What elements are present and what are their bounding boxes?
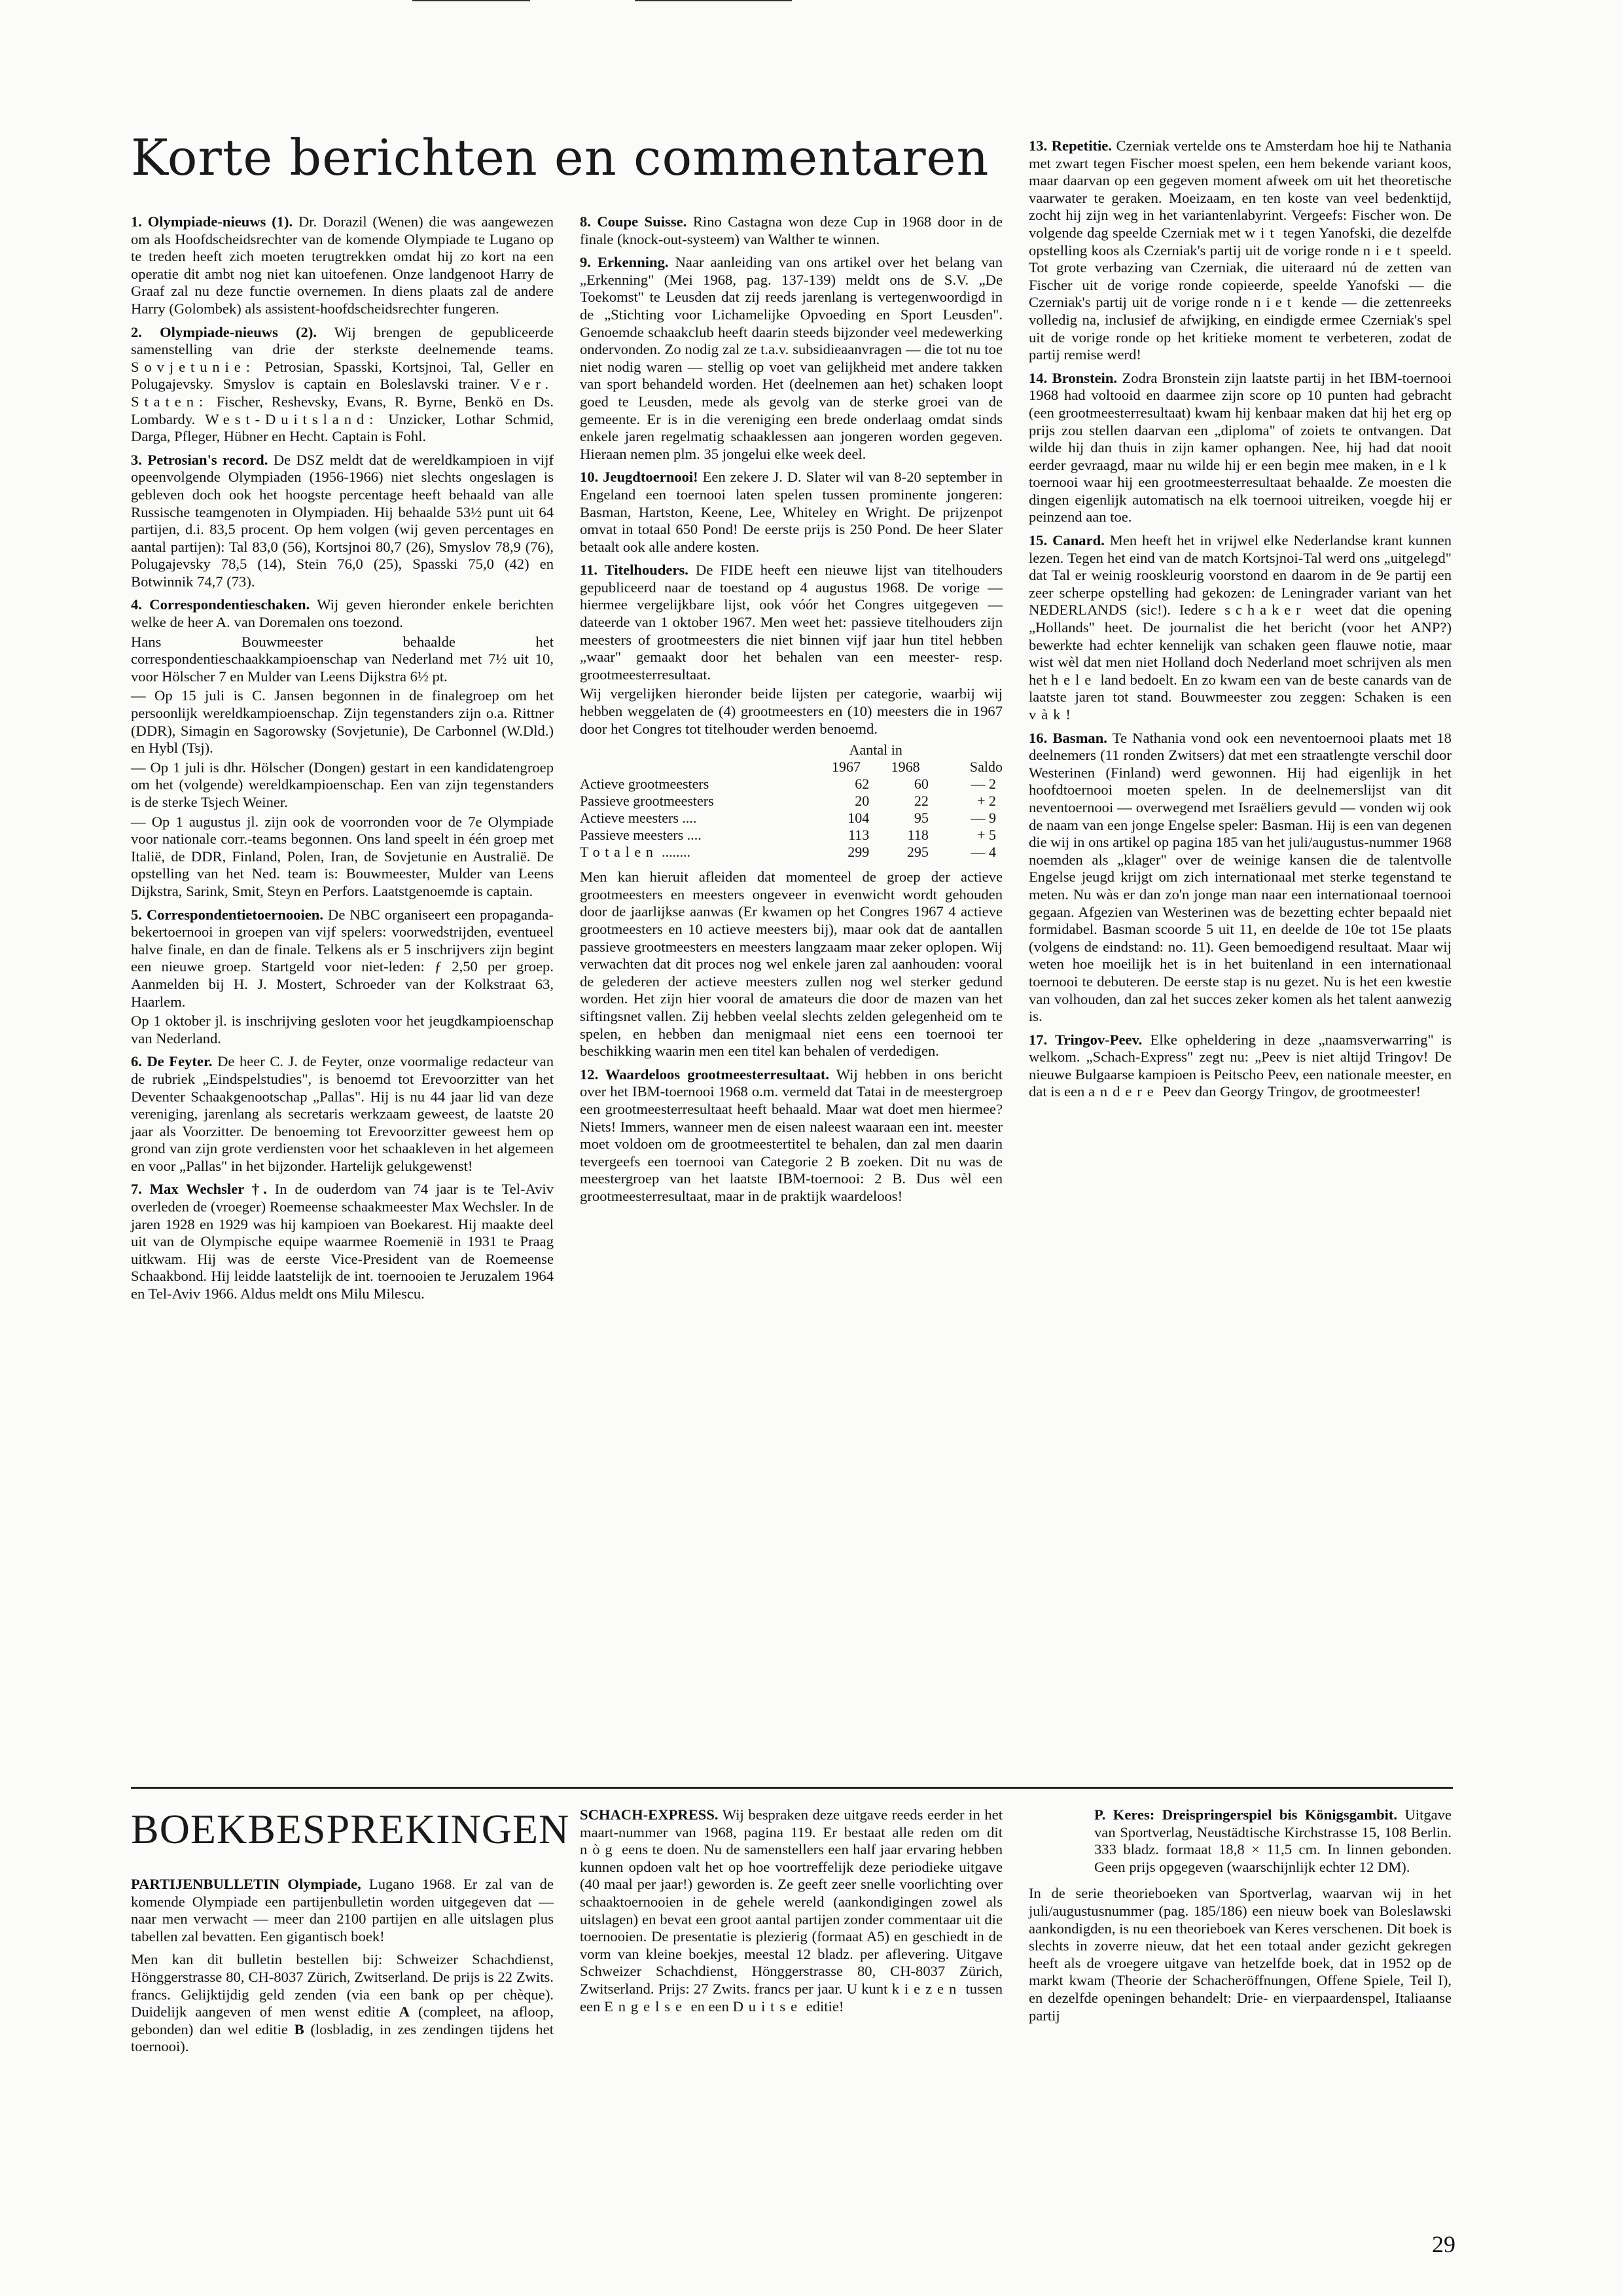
item-1 xyxy=(131,213,554,318)
item-13: 13. Repetitie. Czerniak vertelde ons te Amsterdam hoe hij te Nathania met zwart tegen Fischer moest spelen, een hem bekende variant koos, maar daarvan op een gegeven moment afweek om uit het theoretische vaarwater te geraken. Moeizaam, en ten koste van veel bedenktijd, zocht hij zijn weg in het variantenlabyrint. Vergeefs: Fischer won. De volgende dag speelde Czerniak met wit tegen Yanofski, die dezelfde opstelling koos als Czerniak's partij uit de vorige ronde niet speeld. Tot grote verbazing van Czerniak, die uiteraard nú de zetten van Fischer uit de vorige ronde copieerde, speelde Yanofski — die Czerniak's partij uit de vorige ronde niet kende — die zettenreeks volledig na, inclusief de afwijking, en eindigde ermee Czerniak's spel uit de vorige ronde op het kritieke moment te verbeteren, zodat de partij remise werd! xyxy=(1029,137,1452,363)
page-heading: Korte berichten en commentaren xyxy=(131,128,990,187)
item-1-title: 1. Olympiade-nieuws (1). xyxy=(131,213,293,230)
review-3-p2: In de serie theorieboeken van Sportverlag, waarvan wij in het juli/augustusnummer (pag. 185/186) een nieuw boek van Boleslawski aankondigden, is nu een theorieboek van Keres verschenen. Dit boek is slechts in zoverre nieuw, dat het een totaal ander gezicht gekregen heeft als de vroegere uitgave van hetzelfde boek, dat in 1952 op de markt kwam (Theorie der Schacheröffnungen, Offene Spiele, Teil I), en dezelfde openingen behandelt: Drie- en vierpaardenspel, Italiaanse partij xyxy=(1029,1885,1452,2024)
table-cell-label: Actieve meesters .... xyxy=(580,810,697,827)
table-cell-1967: 104 xyxy=(847,810,870,827)
table-cell-label: Totalen ........ xyxy=(580,844,691,861)
item-11-title: 11. Titelhouders. xyxy=(580,562,688,579)
table-cell-saldo: + 2 xyxy=(977,793,996,810)
table-cell-1967: 62 xyxy=(855,776,870,793)
review-1-title: PARTIJENBULLETIN Olympiade, xyxy=(131,1876,361,1892)
item-1-body: Dr. Dorazil (Wenen) die was aangewezen om als Hoofdscheidsrechter van de komende Olympiade te Lugano op te treden heeft zich moeten terugtrekken omdat hij zo kort na een operatie dit ambt nog niet kan uitoefenen. Onze landgenoot Harry de Graaf zal nu deze functie overnemen. In diens plaats zal de andere Harry (Golombek) als assistent-hoofdscheidsrechter fungeren. xyxy=(131,213,554,317)
item-6-title: 6. De Feyter. xyxy=(131,1053,213,1070)
books-column-3 xyxy=(1029,1806,1452,2030)
item-11-p3: Men kan hieruit afleiden dat momenteel de groep der actieve grootmeesters en meesters ongeveer in evenwicht wordt gehouden door de jaarlijkse aanwas (Er kwamen op het Congres 1967 4 actieve grootmeesters en 10 actieve meesters bij), maar ook dat de aantallen passieve grootmeesters en meesters langzaam maar zeker oplopen. Wij verwachten dat dit proces nog wel enkele jaren zal aanhouden: vooral de gelederen der actieve meesters zullen nog wel sterker gedund worden. Het zijn hier vooral de amateurs die door de mazen van het siftingsnet vallen. Zij hebben veelal slechts zelden gelegenheid om te spelen, en hebben dan menigmaal niet eens een toernooi ter beschikking waarin men een titel kan behalen of verdedigen. xyxy=(580,869,1003,1060)
table-col-year2: 1968 xyxy=(891,759,920,776)
table-row xyxy=(580,844,1003,861)
table-col-saldo: Saldo xyxy=(969,759,1003,776)
review-1: PARTIJENBULLETIN Olympiade, Lugano 1968. Er zal van de komende Olympiade een partijenbulletin worden uitgegeven dat — naar men verwacht — meer dan 2100 partijen en alle uitslagen plus tabellen zal bevatten. Een gigantisch boek! xyxy=(131,1876,554,1945)
column-2 xyxy=(580,213,1003,1211)
column-1 xyxy=(131,213,554,1309)
table-cell-1968: 22 xyxy=(914,793,929,810)
table-cell-1968: 118 xyxy=(907,827,929,844)
column-3 xyxy=(1029,137,1452,1107)
item-5-p2: Op 1 oktober jl. is inschrijving gesloten voor het jeugdkampioenschap van Nederland. xyxy=(131,1013,554,1047)
table-cell-1967: 113 xyxy=(848,827,870,844)
item-16-title: 16. Basman. xyxy=(1029,729,1107,746)
table-row xyxy=(580,810,1003,827)
item-11: 11. Titelhouders. De FIDE heeft een nieuwe lijst van titelhouders gepubliceerd naar de toestand op 4 augustus 1968. De vorige — hiermee vergelijkbare lijst, ook vóór het Congres uitgegeven — dateerde van 1 oktober 1967. Men weet het: passieve titelhouders zijn meesters of grootmeesters die niet binnen vijf jaar hun titel hebben „waar" gemaakt door het behalen van een meester- resp. grootmeesterresultaat. xyxy=(580,562,1003,683)
table-group-header: Aantal in xyxy=(849,742,902,759)
table-cell-label: Passieve meesters .... xyxy=(580,827,702,844)
item-2-title: 2. Olympiade-nieuws (2). xyxy=(131,323,317,340)
item-6: 6. De Feyter. De heer C. J. de Feyter, onze voormalige redacteur van de rubriek „Eindspelstudies", is benoemd tot Erevoorzitter van het Deventer Schaakgenootschap „Pallas". Hij is nu 44 jaar lid van deze vereniging, jarenlang als secretaris werkzaam geweest, de laatste 20 jaar als Voorzitter. De benoeming tot Erevoorzitter geweest hem op grond van zijn grote verdiensten voor het schaakleven in het algemeen en voor „Pallas" in het bijzonder. Hartelijk gelukgewenst! xyxy=(131,1053,554,1174)
item-9: 9. Erkenning. Naar aanleiding van ons artikel over het belang van „Erkenning" (Mei 1968, pag. 137-139) meldt ons de S.V. „De Toekomst" te Leusden dat zij reeds jarenlang is vertegenwoordigd in de „Stichting voor Lichamelijke Opvoeding en Sport Leusden". Genoemde schaakclub heeft daarin steeds bijzonder veel medewerking ondervonden. Zo nodig zal ze t.a.v. subsidieaanvragen — die tot nu toe niet nodig waren — stellig op voet van gelijkheid met andere takken van sport behandeld worden. Het (deelnemen aan het) schaken loopt goed te Leusden, mede als gevolg van de sterke groei van de gemeente. Er is in die vereniging een brede onderlaag omdat sinds enkele jaren regelmatig schaaklessen aan jongeren worden gegeven. Hieraan nemen plm. 35 jongelui elke week deel. xyxy=(580,254,1003,462)
table-cell-saldo: — 4 xyxy=(971,844,996,861)
item-8-title: 8. Coupe Suisse. xyxy=(580,213,687,230)
item-5: 5. Correspondentietoernooien. De NBC organiseert een propaganda-bekertoernooi in groepen van vijf spelers: voorwedstrijden, eventueel halve finale, en dan de finale. Telkens als er 5 inschrijvers zijn begint een nieuwe groep. Startgeld voor niet-leden: ƒ 2,50 per groep. Aanmelden bij H. J. Mostert, Schroeder van der Kolkstraat 63, Haarlem. xyxy=(131,906,554,1010)
table-cell-1967: 299 xyxy=(847,844,870,861)
item-3-title: 3. Petrosian's record. xyxy=(131,451,268,468)
table-cell-1967: 20 xyxy=(855,793,870,810)
review-2-title: SCHACH-EXPRESS. xyxy=(580,1806,719,1823)
books-column-2 xyxy=(580,1806,1003,2021)
table-cell-label: Passieve grootmeesters xyxy=(580,793,714,810)
titleholders-table xyxy=(580,742,1003,861)
item-7: 7. Max Wechsler †. In de ouderdom van 74 jaar is te Tel-Aviv overleden de (vroeger) Roemeense schaakmeester Max Wechsler. In de jaren 1928 en 1929 was hij kampioen van Boekarest. Hij maakte deel uit van de Olympische equipe waarmee Roemenië in 1931 te Praag uitkwam. Hij was de eerste Vice-President van de Roemeense Schaakbond. Hij leidde laatstelijk de int. toernooien te Jeruzalem 1964 en Tel-Aviv 1966. Aldus meldt ons Milu Milescu. xyxy=(131,1181,554,1302)
item-17-title: 17. Tringov-Peev. xyxy=(1029,1031,1143,1048)
item-9-title: 9. Erkenning. xyxy=(580,254,669,271)
item-10-title: 10. Jeugdtoernooi! xyxy=(580,469,698,486)
table-cell-1968: 60 xyxy=(914,776,929,793)
books-heading: BOEKBESPREKINGEN xyxy=(131,1806,570,1852)
item-14: 14. Bronstein. Zodra Bronstein zijn laatste partij in het IBM-toernooi 1968 had voltooid en daarmee zijn score op 10 punten had gebracht (een grootmeesterresultaat) kwam hij kenbaar maken dat hij het erg op prijs zou stellen daarvan een „diploma" of zoiets te ontvangen. Dat wilde hij dan thuis in zijn kamer ophangen. Nee, hij had dat nooit eerder gevraagd, maar nu wilde hij er een begin mee maken, in elk toernooi waar hij een grootmeesterresultaat behaalde. Ze moesten die dingen eigenlijk automatisch na elk toernooi uitreiken, voegde hij er peinzend aan toe. xyxy=(1029,369,1452,526)
item-16: 16. Basman. Te Nathania vond ook een neventoernooi plaats met 18 deelnemers (11 ronden Zwitsers) dat met een straatlengte verschil door Westerinen (Finland) werd gewonnen. Hij had eigenlijk in het hoofdtoernooi moeten spelen. In de deelnemerslijst van dit neventoernooi — overwegend met Israëliers gevuld — vonden wij ook de naam van een jonge Engelse speler: Basman. Hij is een van degenen die wij in ons artikel op pagina 185 van het juli/augustus-nummer 1968 noemden als „klager" over de weinige kansen die de talentvolle Engelse jeugd krijgt om zich internationaal met sterke tegenstand te meten. Nu wàs er dan zo'n jonge man naar een internationaal toernooi gegaan. Afgezien van Westerinen was de bezetting echter bepaald niet formidabel. Basman scoorde 5 uit 11, en deelde de 10e tot 15e plaats (volgens de eindstand: no. 11). Geen bemoedigend resultaat. Maar wij weten hoe moeilijk het is in het buitenland in een internationaal toernooi te debuteren. De eerste stap is nu gezet. Nu is het een kwestie van volhouden, dan zal het succes zeker komen als het talent aanwezig is. xyxy=(1029,729,1452,1025)
item-10: 10. Jeugdtoernooi! Een zekere J. D. Slater wil van 8-20 september in Engeland een toernooi laten spelen tussen prominente jongeren: Basman, Hartston, Keene, Lee, Whiteley en Wright. De prijzenpot omvat in totaal 650 Pond! De eerste prijs is 250 Pond. De heer Slater betaalt ook alle andere kosten. xyxy=(580,469,1003,555)
item-4-p2: Hans Bouwmeester behaalde het correspondentieschaakkampioenschap van Nederland met 7½ uit 10, voor Hölscher 7 en Mulder van Leens Dijkstra 6½ pt. xyxy=(131,633,554,685)
table-group-header-row xyxy=(580,742,1003,759)
item-5-title: 5. Correspondentietoernooien. xyxy=(131,906,323,923)
table-header-row xyxy=(580,759,1003,776)
table-col-year1: 1967 xyxy=(832,759,861,776)
table-cell-1968: 95 xyxy=(914,810,929,827)
item-12: 12. Waardeloos grootmeesterresultaat. Wij hebben in ons bericht over het IBM-toernooi 1968 o.m. vermeld dat Tatai in de meestergroep een grootmeesterresultaat heeft behaald. Maar wat doet men hiermee? Niets! Immers, wanneer men de eisen naleest waaraan een int. meester moet voldoen om de grootmeestertitel te behalen, dan zal men daarin tevergeefs een toernooi van Categorie 2 B zoeken. Dit nu was de meestergroep van het laatste IBM-toernooi: 2 B. Dus wèl een grootmeesterresultaat, maar in de praktijk waardeloos! xyxy=(580,1066,1003,1204)
item-11-p2: Wij vergelijken hieronder beide lijsten per categorie, waarbij wij hebben weggelaten de (4) grootmeesters en (10) meesters die in 1967 door het Congres tot titelhouder werden benoemd. xyxy=(580,685,1003,737)
table-row xyxy=(580,793,1003,810)
review-3-title: P. Keres: Dreispringerspiel bis Königsgambit. xyxy=(1094,1806,1398,1823)
item-4-title: 4. Correspondentieschaken. xyxy=(131,596,310,613)
table-cell-saldo: — 2 xyxy=(971,776,996,793)
top-rule-right xyxy=(635,0,792,1)
item-7-title: 7. Max Wechsler †. xyxy=(131,1181,267,1198)
section-divider xyxy=(131,1787,1453,1789)
review-2: SCHACH-EXPRESS. Wij bespraken deze uitgave reeds eerder in het maart-nummer van 1968, pagina 119. Er bestaat alle reden om dit nòg eens te doen. Nu de samenstellers een half jaar ervaring hebben kunnen opdoen valt het op hoe voortreffelijk deze periodieke uitgave (40 maal per jaar!) geworden is. Ze geeft zeer snelle voorlichting over schaaktoernooien in de gehele wereld (aankondigingen zowel als uitslagen) en bevat een groot aantal partijen zonder commentaar uit die toernooien. De presentatie is plezierig (formaat A5) en geschiedt in de vorm van kleine boekjes, meestal 12 bladz. per aflevering. Uitgave Schweizer Schachdienst, Hönggerstrasse 80, CH-8037 Zürich, Zwitserland. Prijs: 27 Zwits. francs per jaar. U kunt kiezen tussen een Engelse en een Duitse editie! xyxy=(580,1806,1003,2015)
item-4-p4: — Op 1 juli is dhr. Hölscher (Dongen) gestart in een kandidatengroep om het (volgende) wereldkampioenschap. Een van zijn tegenstanders is de sterke Tsjech Weiner. xyxy=(131,759,554,810)
item-2: 2. Olympiade-nieuws (2). Wij brengen de gepubliceerde samenstelling van drie der sterkste deelnemende teams. Sovjetunie: Petrosian, Spasski, Kortsjnoi, Tal, Geller en Polugajevsky. Smyslov is captain en Boleslavski trainer. Ver. Staten: Fischer, Reshevsky, Evans, R. Byrne, Benkö en Ds. Lombardy. West-Duitsland: Unzicker, Lothar Schmid, Darga, Pfleger, Hübner en Hecht. Captain is Fohl. xyxy=(131,323,554,445)
item-12-title: 12. Waardeloos grootmeesterresultaat. xyxy=(580,1066,830,1083)
top-rule-left xyxy=(412,0,530,1)
item-15-title: 15. Canard. xyxy=(1029,532,1105,549)
table-row xyxy=(580,776,1003,793)
table-cell-saldo: — 9 xyxy=(971,810,996,827)
review-1-p2: Men kan dit bulletin bestellen bij: Schweizer Schachdienst, Hönggerstrasse 80, CH-8037 Zürich, Zwitserland. De prijs is 22 Zwits. francs. Gelijktijdig geld zenden (via een bank op per chèque). Duidelijk aangeven of men wenst editie A (compleet, na afloop, gebonden) dan wel editie B (losbladig, in zes zendingen tijdens het toernooi). xyxy=(131,1951,554,2055)
item-8: 8. Coupe Suisse. Rino Castagna won deze Cup in 1968 door in de finale (knock-out-systeem) van Walther te winnen. xyxy=(580,213,1003,247)
item-4-p5: — Op 1 augustus jl. zijn ook de voorronden voor de 7e Olympiade voor nationale corr.-teams begonnen. Ons land speelt in één groep met Italië, de DDR, Finland, Polen, Iran, de Sovjetunie en Australië. De opstelling van het Ned. team is: Bouwmeester, Mulder van Leens Dijkstra, Sarink, Smit, Steyn en Perfors. Laatstgenoemde is captain. xyxy=(131,813,554,899)
item-13-title: 13. Repetitie. xyxy=(1029,137,1112,154)
item-4: 4. Correspondentieschaken. Wij geven hieronder enkele berichten welke de heer A. van Doremalen ons toezond. xyxy=(131,596,554,631)
item-14-title: 14. Bronstein. xyxy=(1029,369,1118,386)
item-15: 15. Canard. Men heeft het in vrijwel elke Nederlandse krant kunnen lezen. Tegen het eind van de match Kortsjnoi-Tal werd ons „uitgelegd" dat Tal er weinig rooskleurig voorstond en daarom in de 9e partij een zeer scherpe opstelling had gekozen: de Leningrader variant van het NEDERLANDS (sic!). Iedere schaker weet dat die opening „Hollands" heet. De journalist die het bericht (voor het ANP?) bewerkte had echter kennelijk van schaken geen flauwe notie, maar wist wèl dat men niet Holland doch Nederland moet schrijven als men het hele land bedoelt. En zo kwam een van de beste canards van de laatste jaren tot stand. Bouwmeester zou zeggen: Schaken is een vàk! xyxy=(1029,532,1452,723)
item-3: 3. Petrosian's record. De DSZ meldt dat de wereldkampioen in vijf opeenvolgende Olympiaden (1956-1966) niet slechts ongeslagen is gebleven doch ook het hoogste percentage heeft behaald van alle Russische teamgenoten in Olympiaden. Hij behaalde 53½ punt uit 64 partijen, d.i. 83,5 procent. Op hem volgen (wij geven percentages en aantal partijen): Tal 83,0 (56), Kortsjnoi 80,7 (26), Smyslov 78,9 (76), Polugajevsky 78,5 (14), Stein 76,0 (25), Spasski 75,0 (42) en Botwinnik 74,7 (73). xyxy=(131,451,554,590)
table-cell-1968: 295 xyxy=(906,844,929,861)
books-column-1 xyxy=(131,1876,554,2062)
item-4-p3: — Op 15 juli is C. Jansen begonnen in de finalegroep om het persoonlijk wereldkampioenschap. Zijn tegenstanders zijn o.a. Rittner (DDR), Simagin en Sagorowsky (Sovjetunie), De Carbonnel (W.Dld.) en Hybl (Tsj). xyxy=(131,687,554,757)
table-cell-label: Actieve grootmeesters xyxy=(580,776,709,793)
table-cell-saldo: + 5 xyxy=(977,827,996,844)
page-number: 29 xyxy=(1432,2231,1455,2257)
table-row xyxy=(580,827,1003,844)
item-17: 17. Tringov-Peev. Elke opheldering in deze „naamsverwarring" is welkom. „Schach-Express" zegt nu: „Peev is niet altijd Tringov! De nieuwe Bulgaarse kampioen is Peitscho Peev, een nationale meester, en dat is een andere Peev dan Georgy Tringov, de grootmeester! xyxy=(1029,1031,1452,1100)
review-3: P. Keres: Dreispringerspiel bis Königsgambit. Uitgave van Sportverlag, Neustädtische Kirchstrasse 15, 108 Berlin. 333 bladz. formaat 18,8 × 11,5 cm. In linnen gebonden. Geen prijs opgegeven (waarschijnlijk echter 12 DM). xyxy=(1094,1806,1452,1875)
